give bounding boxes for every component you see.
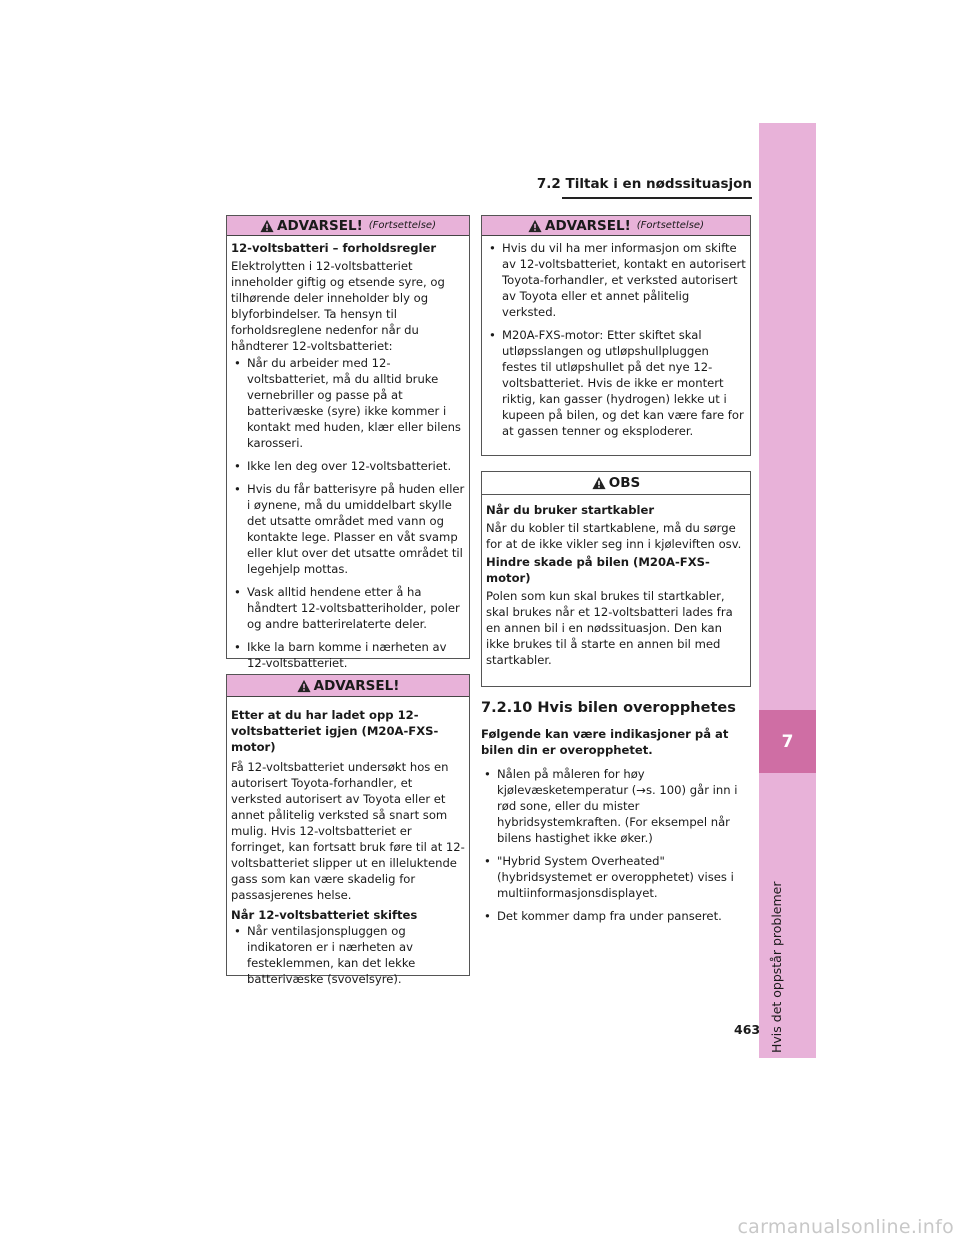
list-item: • Det kommer damp fra under panseret. bbox=[481, 908, 751, 924]
box-text: Når du kobler til startkablene, må du sørge for at de ikke vikler seg inn i kjøleviften osv. bbox=[486, 521, 742, 551]
box-heading: Etter at du har ladet opp 12-voltsbatteriet igjen (M20A-FXS-motor) bbox=[231, 708, 439, 754]
notice-box-jump-cables bbox=[481, 471, 751, 687]
box-heading: Hindre skade på bilen (M20A-FXS-motor) bbox=[486, 555, 710, 585]
overheating-section bbox=[481, 726, 751, 931]
bullet-list bbox=[231, 355, 465, 671]
header-rule bbox=[562, 197, 752, 199]
list-item: • Vask alltid hendene etter å ha håndtert 12-voltsbatteriholder, poler og andre batterirelaterte deler. bbox=[231, 584, 465, 632]
box-text: Polen som kun skal brukes til startkabler, skal brukes når et 12-voltsbatteri lades fra en annen bil i en nødssituasjon. Den kan ikke brukes til å starte en annen bil med startkabler. bbox=[486, 589, 733, 667]
bullet-list bbox=[486, 240, 746, 439]
box-heading: Når du bruker startkabler bbox=[486, 503, 655, 517]
notice-title: OBS bbox=[608, 475, 641, 491]
warning-title: ADVARSEL! bbox=[277, 217, 363, 234]
list-item: • Hvis du får batterisyre på huden eller i øynene, må du umiddelbart skylle det utsatte området med vann og kontakte lege. Plasser en våt svamp eller klut over det utsatte området til legehjelp mottas. bbox=[231, 481, 465, 577]
chapter-side-tab bbox=[759, 123, 816, 1058]
warning-title: ADVARSEL! bbox=[313, 677, 400, 694]
box-heading: 12-voltsbatteri – forholdsregler bbox=[231, 241, 437, 255]
warning-box-header bbox=[227, 675, 469, 697]
bullet-list bbox=[231, 923, 465, 987]
list-item: • Når du arbeider med 12-voltsbatteriet, må du alltid bruke vernebriller og passe på at batterivæske (syre) ikke kommer i kontakt med huden, klær eller bilens karosseri. bbox=[231, 355, 465, 451]
chapter-number: 7 bbox=[759, 710, 816, 773]
warning-box-battery-replacement bbox=[481, 215, 751, 456]
watermark: carmanualsonline.info bbox=[737, 1216, 954, 1238]
warning-triangle-icon bbox=[260, 219, 274, 233]
warning-box-header bbox=[227, 216, 469, 236]
continued-label: (Fortsettelse) bbox=[368, 220, 436, 231]
page-number: 463 bbox=[734, 1022, 761, 1037]
chapter-title: Hvis det oppstår problemer bbox=[769, 881, 784, 1053]
subsection-title: 7.2.10 Hvis bilen overopphetes bbox=[481, 700, 736, 716]
box-heading: Når 12-voltsbatteriet skiftes bbox=[231, 908, 418, 922]
list-item: • Ikke la barn komme i nærheten av 12-voltsbatteriet. bbox=[231, 639, 465, 671]
section-heading: 7.2 Tiltak i en nødssituasjon bbox=[536, 176, 752, 192]
continued-label: (Fortsettelse) bbox=[636, 220, 704, 231]
notice-box-header bbox=[482, 472, 750, 495]
warning-triangle-icon bbox=[528, 219, 542, 233]
list-item: • Når ventilasjonspluggen og indikatoren er i nærheten av festeklemmen, kan det lekke batterivæske (svovelsyre). bbox=[231, 923, 465, 987]
box-text: Få 12-voltsbatteriet undersøkt hos en autorisert Toyota-forhandler, et verksted autorisert av Toyota eller et annet pålitelig verksted så snart som mulig. Hvis 12-voltsbatteriet er forringet, kan fortsatt bruk føre til at 12-voltsbatteriet slipper ut en illeluktende gass som kan være skadelig for passasjerenes helse. bbox=[231, 760, 465, 902]
box-intro: Elektrolytten i 12-voltsbatteriet inneholder giftig og etsende syre, og tilhørende deler inneholder bly og blyforbindelser. Ta hensyn til forholdsreglene nedenfor når du håndterer 12-voltsbatteriet: bbox=[231, 259, 445, 353]
list-item: • Nålen på måleren for høy kjølevæsketemperatur (→s. 100) går inn i rød sone, eller du mister hybridsystemkraften. (For eksempel når bilens hastighet ikke øker.) bbox=[481, 766, 751, 846]
warning-title: ADVARSEL! bbox=[545, 217, 631, 234]
list-item: • Ikke len deg over 12-voltsbatteriet. bbox=[231, 458, 465, 474]
list-item: • "Hybrid System Overheated" (hybridsystemet er overopphetet) vises i multiinformasjonsdisplayet. bbox=[481, 853, 751, 901]
bullet-list bbox=[481, 766, 751, 924]
list-item: • Hvis du vil ha mer informasjon om skifte av 12-voltsbatteriet, kontakt en autorisert Toyota-forhandler, et verksted autorisert av Toyota eller et annet pålitelig verksted. bbox=[486, 240, 746, 320]
warning-box-battery-precautions bbox=[226, 215, 470, 670]
warning-box-header bbox=[482, 216, 750, 236]
notice-triangle-icon bbox=[592, 476, 606, 490]
list-item: • M20A-FXS-motor: Etter skiftet skal utløpsslangen og utløpshullpluggen festes til utløpshullet på det nye 12-voltsbatteriet. Hvis de ikke er montert riktig, kan gasser (hydrogen) lekke ut i kupeen på bilen, og det kan være fare for at gassen tenner og eksploderer. bbox=[486, 327, 746, 439]
warning-triangle-icon bbox=[297, 679, 311, 693]
warning-box-after-charging bbox=[226, 674, 470, 986]
section-lead: Følgende kan være indikasjoner på at bilen din er overopphetet. bbox=[481, 727, 729, 757]
